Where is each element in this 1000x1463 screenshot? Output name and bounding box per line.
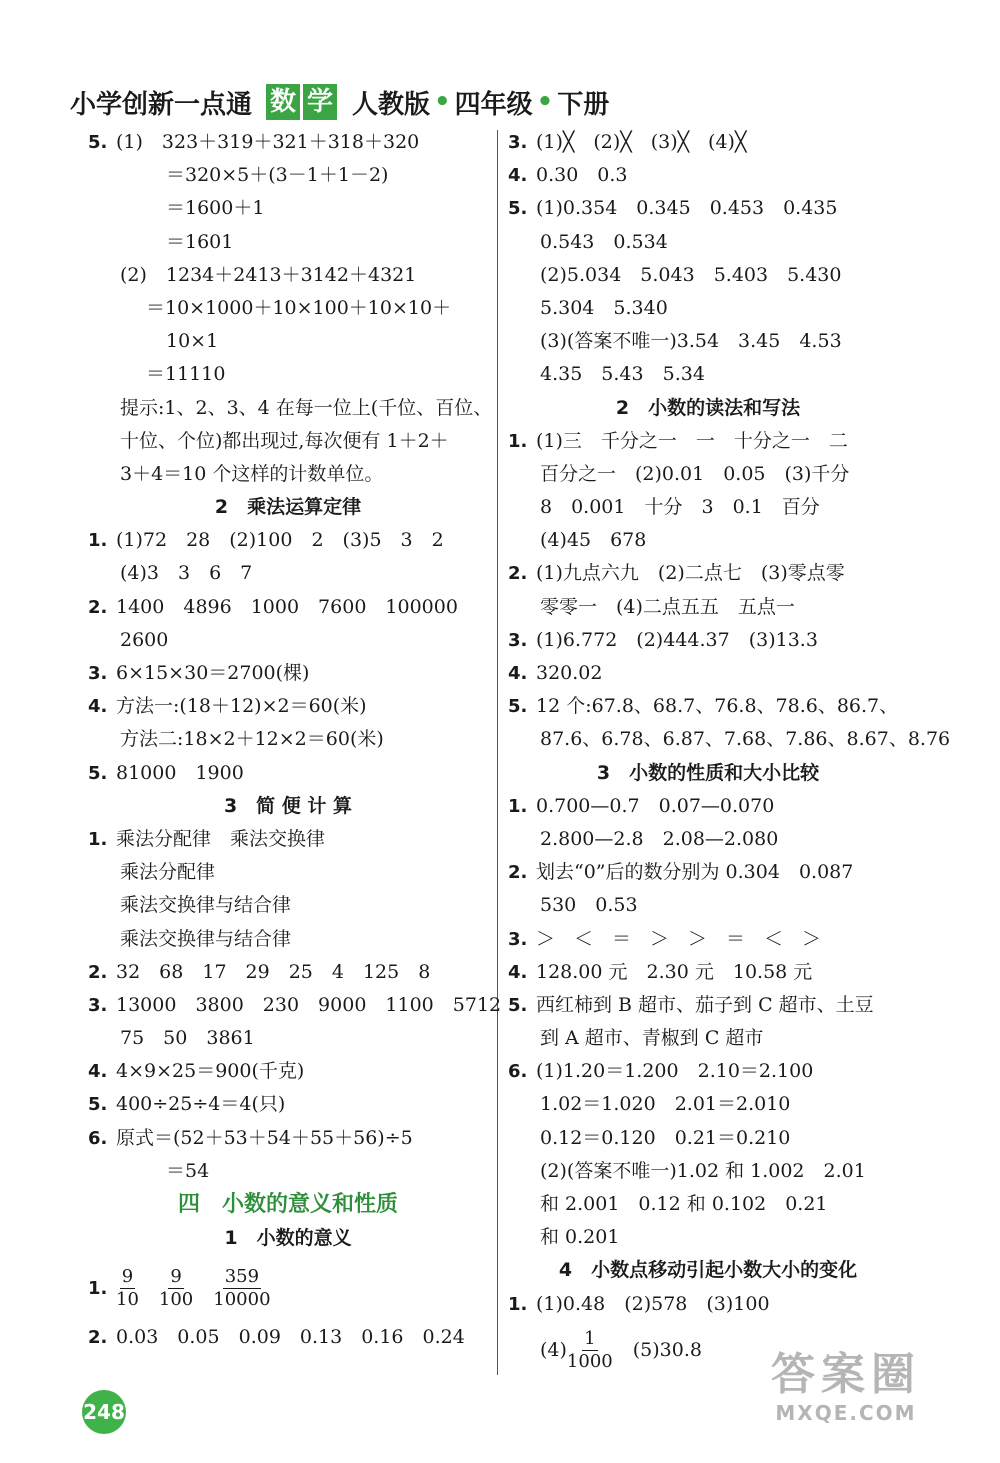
- subject-char-2: 学: [303, 84, 337, 120]
- question-number: 6.: [508, 1061, 528, 1083]
- answer-line: [508, 923, 908, 956]
- question-number: 1.: [88, 828, 108, 850]
- answer-line: (3)(答案不唯一)3.54 3.45 4.53: [540, 330, 842, 353]
- section-heading: 1 小数的意义: [224, 1227, 352, 1249]
- answer-line: [508, 159, 908, 192]
- hint-line: 十位、个位)都出现过,每次便有 1＋2＋: [120, 429, 449, 452]
- answer-line: 和 2.001 0.12 和 0.102 0.21: [540, 1193, 828, 1215]
- answer-line: 2600: [120, 628, 169, 651]
- answer-text: 划去“0”后的数分别为 0.304 0.087: [536, 861, 854, 884]
- question-number: 5.: [508, 198, 528, 220]
- question-number: 1.: [88, 1277, 108, 1299]
- question-number: 4.: [88, 696, 108, 718]
- answer-text: 0.30 0.3: [536, 164, 628, 187]
- answer-text: 400÷25÷4＝4(只): [116, 1093, 286, 1116]
- fraction: [213, 1266, 270, 1311]
- numerator: 9: [121, 1265, 134, 1287]
- answer-text: 32 68 17 29 25 4 125 8: [116, 960, 431, 983]
- page-header: [70, 82, 609, 122]
- answer-line: 10×1: [166, 330, 219, 353]
- fraction: [159, 1266, 193, 1311]
- answer-line: [88, 1055, 488, 1088]
- question-number: 3.: [88, 994, 108, 1016]
- answer-line: [508, 657, 908, 690]
- answer-line: 4.35 5.43 5.34: [540, 363, 705, 386]
- grade-label: 四年级: [454, 89, 533, 120]
- question-number: 5.: [88, 132, 108, 153]
- answer-line: 0.543 0.534: [540, 230, 668, 253]
- answer-text: 81000 1900: [116, 761, 244, 784]
- hint-line: 提示:1、2、3、4 在每一位上(千位、百位、: [120, 396, 493, 419]
- answer-text: (1)0.354 0.345 0.453 0.435: [536, 197, 838, 220]
- question-number: 2.: [508, 862, 528, 884]
- answer-text: 西红柿到 B 超市、茄子到 C 超市、土豆: [536, 993, 874, 1016]
- answer-text: 4×9×25＝900(千克): [116, 1060, 305, 1083]
- question-number: 6.: [88, 1127, 108, 1149]
- section-heading: 3 小数的性质和大小比较: [596, 761, 820, 784]
- question-number: 2.: [88, 1327, 108, 1349]
- answer-line: ＝11110: [146, 363, 226, 386]
- question-number: 5.: [88, 1094, 108, 1116]
- question-number: 4.: [508, 663, 528, 684]
- answer-line: ＝320×5＋(3－1＋1－2): [166, 164, 389, 187]
- answer-line: 530 0.53: [540, 894, 638, 917]
- answer-line: [508, 557, 908, 590]
- numerator: 1: [584, 1328, 596, 1350]
- answer-line: [88, 1321, 488, 1354]
- answer-line: [88, 126, 488, 159]
- answer-line-fractions: [88, 1255, 488, 1321]
- answer-line: (2)(答案不唯一)1.02 和 1.002 2.01: [540, 1159, 866, 1182]
- answer-text: 0.700—0.7 0.07—0.070: [536, 794, 775, 817]
- question-number: 2.: [88, 961, 108, 983]
- question-number: 2.: [88, 596, 108, 618]
- question-number: 1.: [508, 1293, 528, 1315]
- answer-line: 87.6、6.78、6.87、7.68、7.86、8.67、8.76: [540, 728, 951, 751]
- answer-text: (1)╳ (2)╳ (3)╳ (4)╳: [536, 131, 747, 153]
- answer-line: (2)5.034 5.043 5.403 5.430: [540, 263, 842, 286]
- question-number: 4.: [508, 165, 528, 187]
- answer-line: [88, 657, 488, 690]
- answer-line: 5.304 5.340: [540, 296, 668, 319]
- answer-line: 方法二:18×2＋12×2＝60(米): [120, 728, 384, 751]
- answer-line: (4)3 3 6 7: [120, 562, 253, 585]
- watermark-text: 答案圈: [771, 1349, 921, 1400]
- answer-line: [508, 1288, 908, 1321]
- answer-line: 乘法交换律与结合律: [120, 894, 292, 917]
- question-number: 1.: [508, 430, 528, 452]
- answer-text: 128.00 元 2.30 元 10.58 元: [536, 960, 813, 983]
- question-number: 5.: [508, 696, 528, 718]
- answer-text: (1)72 28 (2)100 2 (3)5 3 2: [116, 529, 444, 552]
- subject-char-1: 数: [266, 84, 300, 120]
- answer-line: [88, 989, 502, 1022]
- question-number: 3.: [508, 132, 528, 153]
- answer-line: [508, 956, 908, 989]
- answer-text: 乘法分配律 乘法交换律: [116, 827, 326, 850]
- answer-text: ＞ ＜ ＝ ＞ ＞ ＝ ＜ ＞: [536, 927, 822, 950]
- subject-badge: [266, 84, 340, 120]
- numerator: 359: [224, 1265, 260, 1287]
- answer-text: 方法一:(18＋12)×2＝60(米): [116, 695, 367, 718]
- answer-line: 百分之一 (2)0.01 0.05 (3)千分: [540, 462, 850, 485]
- answer-text: (1) 323＋319＋321＋318＋320: [116, 131, 420, 153]
- answer-line: [88, 1088, 488, 1121]
- watermark-url: MXQE.COM: [775, 1401, 917, 1425]
- answer-line: 2.800—2.8 2.08—2.080: [540, 827, 779, 850]
- answer-line: [508, 856, 908, 889]
- fraction: [567, 1328, 613, 1373]
- answer-text: (1)6.772 (2)444.37 (3)13.3: [536, 628, 818, 651]
- answer-line: [88, 757, 488, 790]
- answer-line: [508, 425, 908, 458]
- answer-line: ＝1600＋1: [166, 197, 265, 220]
- answer-line: [88, 1122, 488, 1155]
- answer-line: 1.02＝1.020 2.01＝2.010: [540, 1093, 791, 1116]
- answer-text: 原式＝(52＋53＋54＋55＋56)÷5: [116, 1126, 413, 1149]
- answer-line: [508, 989, 908, 1022]
- section-heading: 4 小数点移动引起小数大小的变化: [558, 1259, 858, 1282]
- denominator: 10: [116, 1288, 139, 1310]
- denominator: 100: [158, 1288, 194, 1310]
- answer-line: (4)45 678: [540, 529, 647, 552]
- answer-line: 和 0.201: [540, 1226, 620, 1249]
- answer-line: 零零一 (4)二点五五 五点一: [540, 595, 795, 618]
- question-number: 3.: [508, 629, 528, 651]
- answer-line: 乘法分配律: [120, 861, 216, 884]
- answer-line: [88, 956, 488, 989]
- right-column: [508, 126, 951, 1381]
- question-number: 5.: [508, 994, 528, 1016]
- answer-line: 到 A 超市、青椒到 C 超市: [540, 1027, 764, 1050]
- section-heading: 3 简 便 计 算: [223, 794, 353, 817]
- answer-line: [88, 690, 488, 723]
- answer-line: ＝10×1000＋10×100＋10×10＋: [146, 296, 452, 319]
- answer-text: 0.03 0.05 0.09 0.13 0.16 0.24: [116, 1326, 465, 1349]
- separator-dot: •: [434, 87, 451, 117]
- answer-text: (1)1.20＝1.200 2.10＝2.100: [536, 1060, 814, 1083]
- question-number: 1.: [508, 795, 528, 817]
- answer-line: 乘法交换律与结合律: [120, 927, 292, 950]
- answer-text: 13000 3800 230 9000 1100 5712: [116, 993, 502, 1016]
- question-number: 5.: [88, 762, 108, 784]
- answer-line: [508, 624, 908, 657]
- answer-line: ＝1601: [166, 230, 234, 253]
- question-number: 4.: [88, 1061, 108, 1083]
- answer-line: [508, 1055, 908, 1088]
- separator-dot: •: [536, 87, 554, 117]
- answer-line: 8 0.001 十分 3 0.1 百分: [540, 496, 820, 519]
- question-number: 3.: [508, 928, 528, 950]
- answer-line: 75 50 3861: [120, 1027, 255, 1050]
- denominator: 10000: [213, 1288, 271, 1310]
- chapter-heading: 四 小数的意义和性质: [177, 1192, 398, 1217]
- denominator: 1000: [566, 1351, 613, 1373]
- answer-text: (4): [540, 1339, 567, 1362]
- answer-line: [508, 790, 908, 823]
- answer-line: ＝54: [166, 1159, 210, 1182]
- question-number: 3.: [88, 663, 108, 684]
- page-number-badge: 248: [82, 1390, 126, 1434]
- answer-line: [508, 690, 908, 723]
- answer-text: 12 个:67.8、68.7、76.8、78.6、86.7、: [536, 695, 899, 718]
- book-title: 小学创新一点通: [70, 89, 253, 120]
- numerator: 9: [170, 1265, 182, 1287]
- answer-text: (1)九点六九 (2)二点七 (3)零点零: [536, 562, 845, 585]
- answer-line: [88, 591, 488, 624]
- left-column: [88, 126, 502, 1354]
- answer-text: 1400 4896 1000 7600 100000: [116, 595, 458, 618]
- section-heading: 2 小数的读法和写法: [615, 396, 801, 419]
- answer-line: (2) 1234＋2413＋3142＋4321: [120, 263, 417, 286]
- answer-text: (5)30.8: [632, 1339, 702, 1362]
- answer-line: [88, 823, 488, 856]
- volume-label: 下册: [557, 89, 610, 120]
- answer-line: [508, 192, 908, 225]
- column-divider: [497, 130, 498, 1375]
- answer-text: 320.02: [536, 662, 603, 684]
- answer-text: (1)三 千分之一 一 十分之一 二: [536, 429, 848, 452]
- question-number: 2.: [508, 563, 528, 585]
- answer-text: (1)0.48 (2)578 (3)100: [536, 1292, 770, 1315]
- answer-line: [88, 524, 488, 557]
- answer-line: [508, 126, 908, 159]
- question-number: 4.: [508, 961, 528, 983]
- answer-text: 6×15×30＝2700(棵): [116, 662, 310, 684]
- section-heading: 2 乘法运算定律: [214, 496, 362, 519]
- edition-label: 人教版: [352, 89, 431, 120]
- watermark-logo: [716, 1349, 976, 1437]
- hint-line: 3＋4＝10 个这样的计数单位。: [120, 462, 384, 485]
- answer-line: 0.12＝0.120 0.21＝0.210: [540, 1126, 791, 1149]
- question-number: 1.: [88, 530, 108, 552]
- fraction: [116, 1266, 139, 1311]
